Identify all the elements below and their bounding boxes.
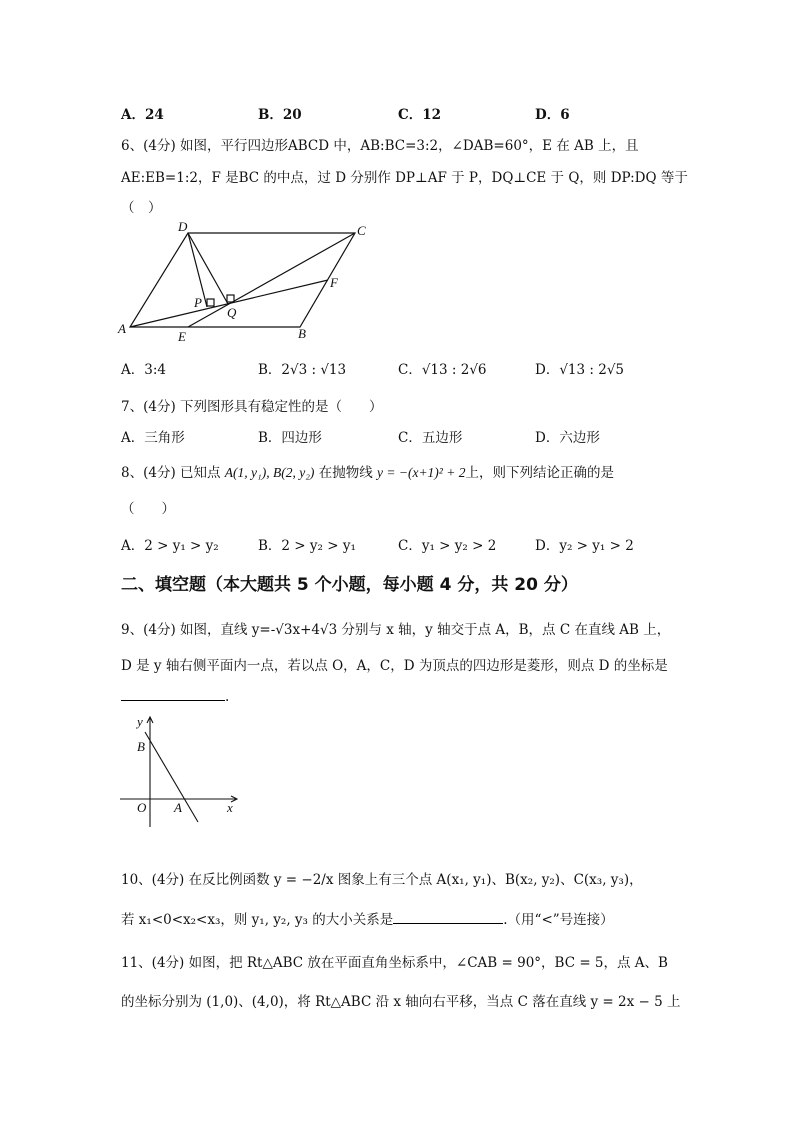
q5-option-d: D．6 [535, 107, 570, 123]
q6-option-c: C．√13 : 2√6 [398, 362, 487, 378]
q7-option-d: D．六边形 [535, 430, 600, 446]
label-e: E [178, 329, 186, 344]
parallelogram-abcd [130, 233, 355, 327]
label-o: O [137, 800, 147, 815]
q8-option-c: C．y₁ > y₂ > 2 [398, 538, 497, 554]
q7-option-c: C．五边形 [398, 430, 463, 446]
label-d: D [178, 219, 188, 234]
label-c: C [357, 223, 366, 238]
label-p: P [194, 295, 202, 310]
segment-dq [188, 233, 228, 304]
q5-option-a: A．24 [121, 107, 164, 123]
q8-line-2: （ ） [121, 501, 175, 517]
q7-text: 7、(4分) 下列图形具有稳定性的是（ ） [121, 399, 383, 415]
q8-parabola: y = −(x+1)² + 2 [377, 465, 466, 480]
q10-line-1: 10、(4分) 在反比例函数 y = −2/x 图象上有三个点 A(x₁, y₁)、B(x₂, y₂)、C(x₃, y₃)， [121, 872, 643, 888]
q6-option-a: A．3:4 [121, 362, 166, 378]
q6-option-d: D．√13 : 2√5 [535, 362, 625, 378]
q6-option-b: B．2√3 : √13 [258, 362, 347, 378]
right-angle-mark-q [227, 295, 234, 302]
q9-line-3 [121, 686, 229, 705]
label-q: Q [227, 305, 237, 320]
q9-line-2: D 是 y 轴右侧平面内一点，若以点 O，A，C，D 为顶点的四边形是菱形，则点 D 的坐标是 [121, 658, 668, 674]
q10-line-2b: .（用“<”号连接） [503, 912, 614, 928]
label-x: x [227, 800, 233, 815]
label-a: A [174, 800, 182, 815]
section-2-title: 二、填空题（本大题共 5 个小题，每小题 4 分，共 20 分） [121, 575, 578, 595]
q9-line-3-end: . [225, 689, 230, 705]
q11-line-1: 11、(4分) 如图，把 Rt△ABC 放在平面直角坐标系中，∠CAB = 90°，BC = 5，点 A、B [121, 955, 668, 971]
label-a: A [118, 321, 126, 336]
q8-points: A(1, y₁), B(2, y₂) [224, 465, 315, 480]
q5-option-b: B．20 [258, 107, 302, 123]
q7-option-b: B．四边形 [258, 430, 322, 446]
q6-parallelogram-figure [110, 215, 380, 350]
q7-option-a: A．三角形 [121, 430, 185, 446]
q8-suffix: 上，则下列结论正确的是 [465, 465, 614, 481]
label-y: y [137, 714, 143, 729]
q10-line-2a: 若 x₁<0<x₂<x₃，则 y₁, y₂, y₃ 的大小关系是 [121, 912, 394, 928]
q6-line-3: （ ） [121, 200, 162, 216]
q8-prefix: 8、(4分) 已知点 [121, 465, 225, 481]
q6-line-2: AE:EB=1:2，F 是BC 的中点，过 D 分别作 DP⊥AF 于 P，DQ⊥CE 于 Q，则 DP:DQ 等于 [121, 170, 688, 186]
label-b: B [137, 739, 145, 754]
label-b: B [298, 326, 306, 341]
label-f: F [330, 275, 338, 290]
line-ab [145, 732, 198, 822]
q8-option-d: D．y₂ > y₁ > 2 [535, 538, 634, 554]
q9-answer-blank[interactable] [121, 686, 225, 701]
q9-line-1: 9、(4分) 如图，直线 y=-√3x+4√3 分别与 x 轴，y 轴交于点 A，B，点 C 在直线 AB 上， [121, 622, 671, 638]
q8-mid: 在抛物线 [314, 465, 377, 481]
q5-option-c: C．12 [398, 107, 442, 123]
q10-line-2 [121, 908, 614, 928]
q11-line-2: 的坐标分别为 (1,0)、(4,0)，将 Rt△ABC 沿 x 轴向右平移，当点 C 落在直线 y = 2x − 5 上 [121, 994, 681, 1010]
q6-line-1: 6、(4分) 如图，平行四边形ABCD 中，AB:BC=3:2，∠DAB=60°，E 在 AB 上，且 [121, 138, 639, 154]
q9-line-graph-figure [115, 712, 245, 832]
q8-option-a: A．2 > y₁ > y₂ [121, 538, 219, 554]
q8-line-1 [121, 461, 614, 481]
right-angle-mark-p [207, 299, 214, 306]
q10-answer-blank[interactable] [393, 911, 503, 924]
q8-option-b: B．2 > y₂ > y₁ [258, 538, 356, 554]
